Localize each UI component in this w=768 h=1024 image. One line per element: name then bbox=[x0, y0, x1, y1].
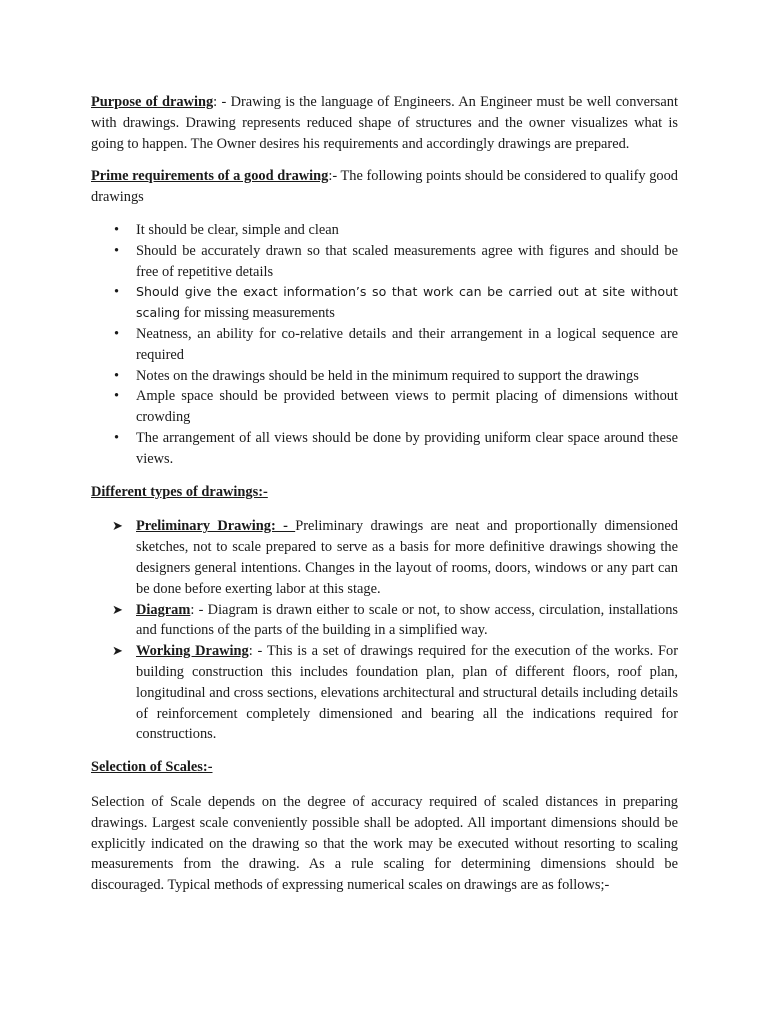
term-label: Diagram bbox=[136, 601, 191, 618]
arrow-bullet-icon: ➤ bbox=[112, 518, 123, 534]
list-item: • Neatness, an ability for co-relative details and their arrangement in a logical sequence are required bbox=[136, 324, 678, 366]
term-label: Working Drawing bbox=[136, 643, 249, 660]
types-paragraph bbox=[91, 482, 678, 503]
list-item: • Ample space should be provided between views to permit placing of dimensions without crowding bbox=[136, 386, 678, 428]
list-item bbox=[112, 600, 678, 642]
purpose-heading: Purpose of drawing bbox=[91, 94, 214, 110]
list-item-text: Should give the exact information’s so that work can be carried out at site without scaling bbox=[136, 284, 678, 321]
list-item-text-cont: for missing measurements bbox=[183, 305, 335, 322]
term-text: Preliminary drawings are neat and proportionally dimensioned sketches, not to scale prepared to serve as a basis for more definitive drawings showing the designers general intentions. Changes in the layout of rooms, doors, windows or any part can be done before exerting labor at this stage. bbox=[136, 518, 678, 597]
list-item bbox=[136, 282, 678, 324]
list-item: • Notes on the drawings should be held in the minimum required to support the drawings bbox=[136, 366, 678, 387]
purpose-text: : - Drawing is the language of Engineers. An Engineer must be well conversant with drawings. Drawing represents reduced shape of structures and the owner visualizes what is going to happen. The Owner desires his requirements and accordingly drawings are prepared. bbox=[91, 94, 678, 152]
purpose-paragraph bbox=[91, 92, 678, 154]
arrow-bullet-icon: ➤ bbox=[112, 601, 123, 617]
prime-heading: Prime requirements of a good drawing bbox=[91, 168, 329, 185]
arrow-bullet-icon: ➤ bbox=[112, 643, 123, 659]
scales-paragraph: Selection of Scale depends on the degree of accuracy required of scaled distances in preparing drawings. Largest scale conveniently possible shall be adopted. All important dimensions should be explicitly indicated on the drawing so that the work may be executed without resorting to scaling measurements from the drawing. As a rule scaling for determining dimensions should be discouraged. Typical methods of expressing numerical scales on drawings are as follows;- bbox=[91, 793, 678, 894]
prime-text: :- The following points should be considered to qualify good drawings bbox=[91, 168, 678, 206]
term-label: Preliminary Drawing: - bbox=[136, 518, 296, 535]
term-text: : - Diagram is drawn either to scale or not, to show access, circulation, installations and functions of the parts of the building in a simplified way. bbox=[136, 601, 678, 639]
scales-heading-paragraph bbox=[91, 757, 678, 778]
prime-paragraph bbox=[91, 166, 678, 208]
list-item: • The arrangement of all views should be done by providing uniform clear space around these views. bbox=[136, 428, 678, 470]
list-item bbox=[112, 516, 678, 599]
list-item: • It should be clear, simple and clean bbox=[136, 220, 678, 241]
types-heading: Different types of drawings:- bbox=[91, 483, 268, 500]
scales-heading: Selection of Scales:- bbox=[91, 759, 213, 776]
list-item: • Should be accurately drawn so that scaled measurements agree with figures and should be free of repetitive details bbox=[136, 241, 678, 283]
term-text: : - This is a set of drawings required for the execution of the works. For building construction this includes foundation plan, plan of different floors, roof plan, longitudinal and cross sections, elevations architectural and structural details including details of reinforcement completely dimensioned and bearing all the indications required for constructions. bbox=[136, 643, 678, 743]
drawing-types-list bbox=[91, 516, 678, 745]
list-item bbox=[112, 641, 678, 745]
prime-requirements-list bbox=[91, 220, 678, 470]
